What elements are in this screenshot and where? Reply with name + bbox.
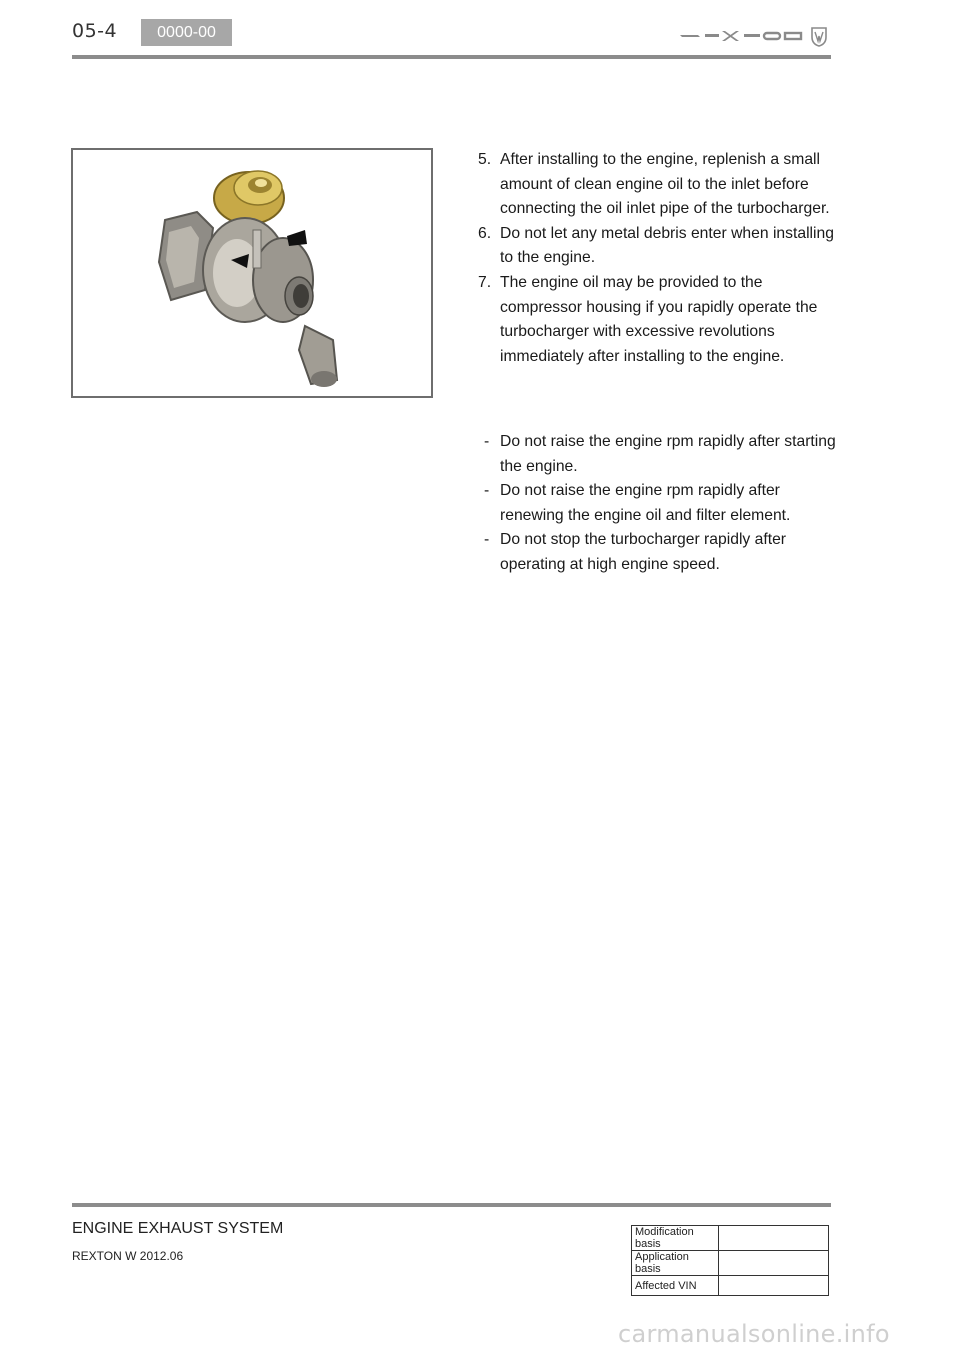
- caution-item: [478, 479, 838, 528]
- header-divider: [72, 55, 831, 59]
- table-label: Modification basis: [632, 1226, 719, 1251]
- turbocharger-figure: [71, 148, 433, 398]
- page-number: 05-4: [72, 20, 118, 42]
- section-code-badge: 0000-00: [141, 19, 232, 46]
- bullet-dash: -: [484, 433, 490, 450]
- instruction-steps: [478, 148, 838, 369]
- basis-table: [631, 1225, 829, 1296]
- step-6: [478, 222, 838, 271]
- step-number: 7.: [478, 273, 492, 291]
- table-row: [632, 1251, 829, 1276]
- footer-model-date: REXTON W 2012.06: [72, 1249, 184, 1263]
- caution-item: [478, 528, 838, 577]
- table-value: [719, 1251, 829, 1276]
- footer-divider: [72, 1203, 831, 1207]
- step-7: [478, 271, 838, 369]
- watermark: carmanualsonline.info: [618, 1320, 890, 1348]
- caution-text: Do not raise the engine rpm rapidly after starting the engine.: [500, 433, 836, 475]
- bullet-dash: -: [484, 531, 490, 549]
- turbocharger-illustration: [73, 150, 431, 396]
- table-label: Affected VIN: [632, 1276, 719, 1296]
- rexton-logo: [678, 25, 832, 47]
- step-number: 5.: [478, 151, 492, 168]
- step-text: After installing to the engine, replenish a small amount of clean engine oil to the inlet before connecting the oil inlet pipe of the turbocharger.: [500, 151, 830, 218]
- caution-list: [478, 430, 838, 578]
- table-label: Application basis: [632, 1251, 719, 1276]
- caution-item: [478, 430, 838, 479]
- table-row: [632, 1226, 829, 1251]
- table-row: [632, 1276, 829, 1296]
- caution-text: Do not stop the turbocharger rapidly after operating at high engine speed.: [500, 531, 787, 573]
- table-value: [719, 1226, 829, 1251]
- table-value: [719, 1276, 829, 1296]
- step-number: 6.: [478, 224, 492, 242]
- step-5: [478, 148, 838, 222]
- bullet-dash: -: [484, 482, 490, 500]
- step-text: Do not let any metal debris enter when installing to the engine.: [500, 224, 834, 267]
- footer-section-title: ENGINE EXHAUST SYSTEM: [72, 1220, 284, 1237]
- step-text: The engine oil may be provided to the compressor housing if you rapidly operate the turbocharger with excessive revolutions immediately after installing to the engine.: [500, 273, 818, 365]
- caution-text: Do not raise the engine rpm rapidly after renewing the engine oil and filter element.: [500, 482, 791, 524]
